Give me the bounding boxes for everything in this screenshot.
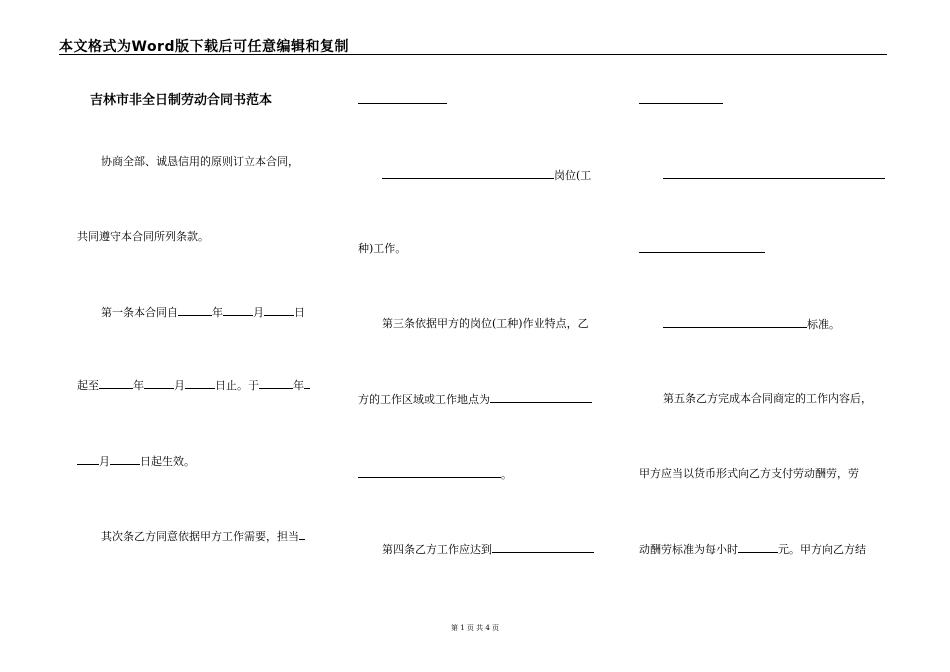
blank-line: [223, 305, 253, 316]
text-segment: 年: [293, 379, 304, 392]
text-line: [358, 93, 447, 108]
text-line: [358, 467, 512, 482]
text-segment: 其次条乙方同意依据甲方工作需要，担当: [101, 530, 299, 543]
blank-line: [77, 454, 99, 465]
page-footer: 第 1 页 共 4 页: [450, 624, 500, 632]
text-segment: 动酬劳标准为每小时: [639, 543, 738, 556]
text-line: [663, 168, 885, 183]
text-segment: 。: [501, 468, 512, 481]
text-segment: 标准。: [807, 318, 840, 331]
blank-line: [358, 467, 501, 478]
blank-line: [178, 305, 212, 316]
blank-line: [663, 317, 807, 328]
header-text: 本文格式为Word版下载后可任意编辑和复制: [59, 39, 349, 55]
text-segment: 岗位(工: [554, 169, 592, 182]
blank-line: [299, 529, 305, 540]
text-segment: 月: [99, 455, 110, 468]
text-segment: 月: [174, 379, 185, 392]
text-line: [358, 392, 592, 407]
text-segment: 第四条乙方工作应达到: [382, 543, 492, 556]
header-rule: [59, 54, 887, 55]
blank-line: [663, 168, 885, 179]
blank-line: [639, 242, 765, 253]
blank-line: [259, 378, 293, 389]
blank-line: [639, 93, 723, 104]
text-line: [639, 93, 723, 108]
text-line: [101, 529, 305, 544]
text-line: [663, 317, 840, 332]
blank-line: [358, 93, 447, 104]
text-line: [382, 168, 591, 183]
text-segment: 日止。于: [215, 379, 259, 392]
text-line: [639, 242, 765, 257]
text-line: [639, 542, 866, 557]
blank-line: [382, 168, 554, 179]
text-line: 共同遵守本合同所列条款。: [77, 230, 209, 243]
blank-line: [490, 392, 592, 403]
text-line: [101, 305, 305, 320]
text-line: 协商全部、诚恳信用的原则订立本合同，: [101, 155, 299, 168]
blank-line: [492, 542, 594, 553]
document-title: 吉林市非全日制劳动合同书范本: [90, 93, 273, 108]
text-segment: 月: [253, 306, 264, 319]
text-line: [77, 454, 195, 469]
text-segment: 年: [212, 306, 223, 319]
blank-line: [144, 378, 174, 389]
blank-line: [110, 454, 140, 465]
text-line: 种)工作。: [358, 242, 407, 255]
blank-line: [738, 542, 778, 553]
text-segment: 第一条本合同自: [101, 306, 178, 319]
text-line: 第三条依据甲方的岗位(工种)作业特点，乙: [382, 317, 589, 330]
text-segment: 日: [294, 306, 305, 319]
text-line: [77, 378, 310, 393]
blank-line: [185, 378, 215, 389]
text-segment: 起至: [77, 379, 99, 392]
blank-line: [264, 305, 294, 316]
text-line: 第五条乙方完成本合同商定的工作内容后，: [663, 392, 872, 405]
text-segment: 方的工作区域或工作地点为: [358, 393, 490, 406]
blank-line: [304, 378, 310, 389]
text-segment: 年: [133, 379, 144, 392]
blank-line: [99, 378, 133, 389]
text-line: 甲方应当以货币形式向乙方支付劳动酬劳，劳: [639, 467, 859, 480]
text-segment: 元。甲方向乙方结: [778, 543, 866, 556]
text-segment: 日起生效。: [140, 455, 195, 468]
text-line: [382, 542, 594, 557]
